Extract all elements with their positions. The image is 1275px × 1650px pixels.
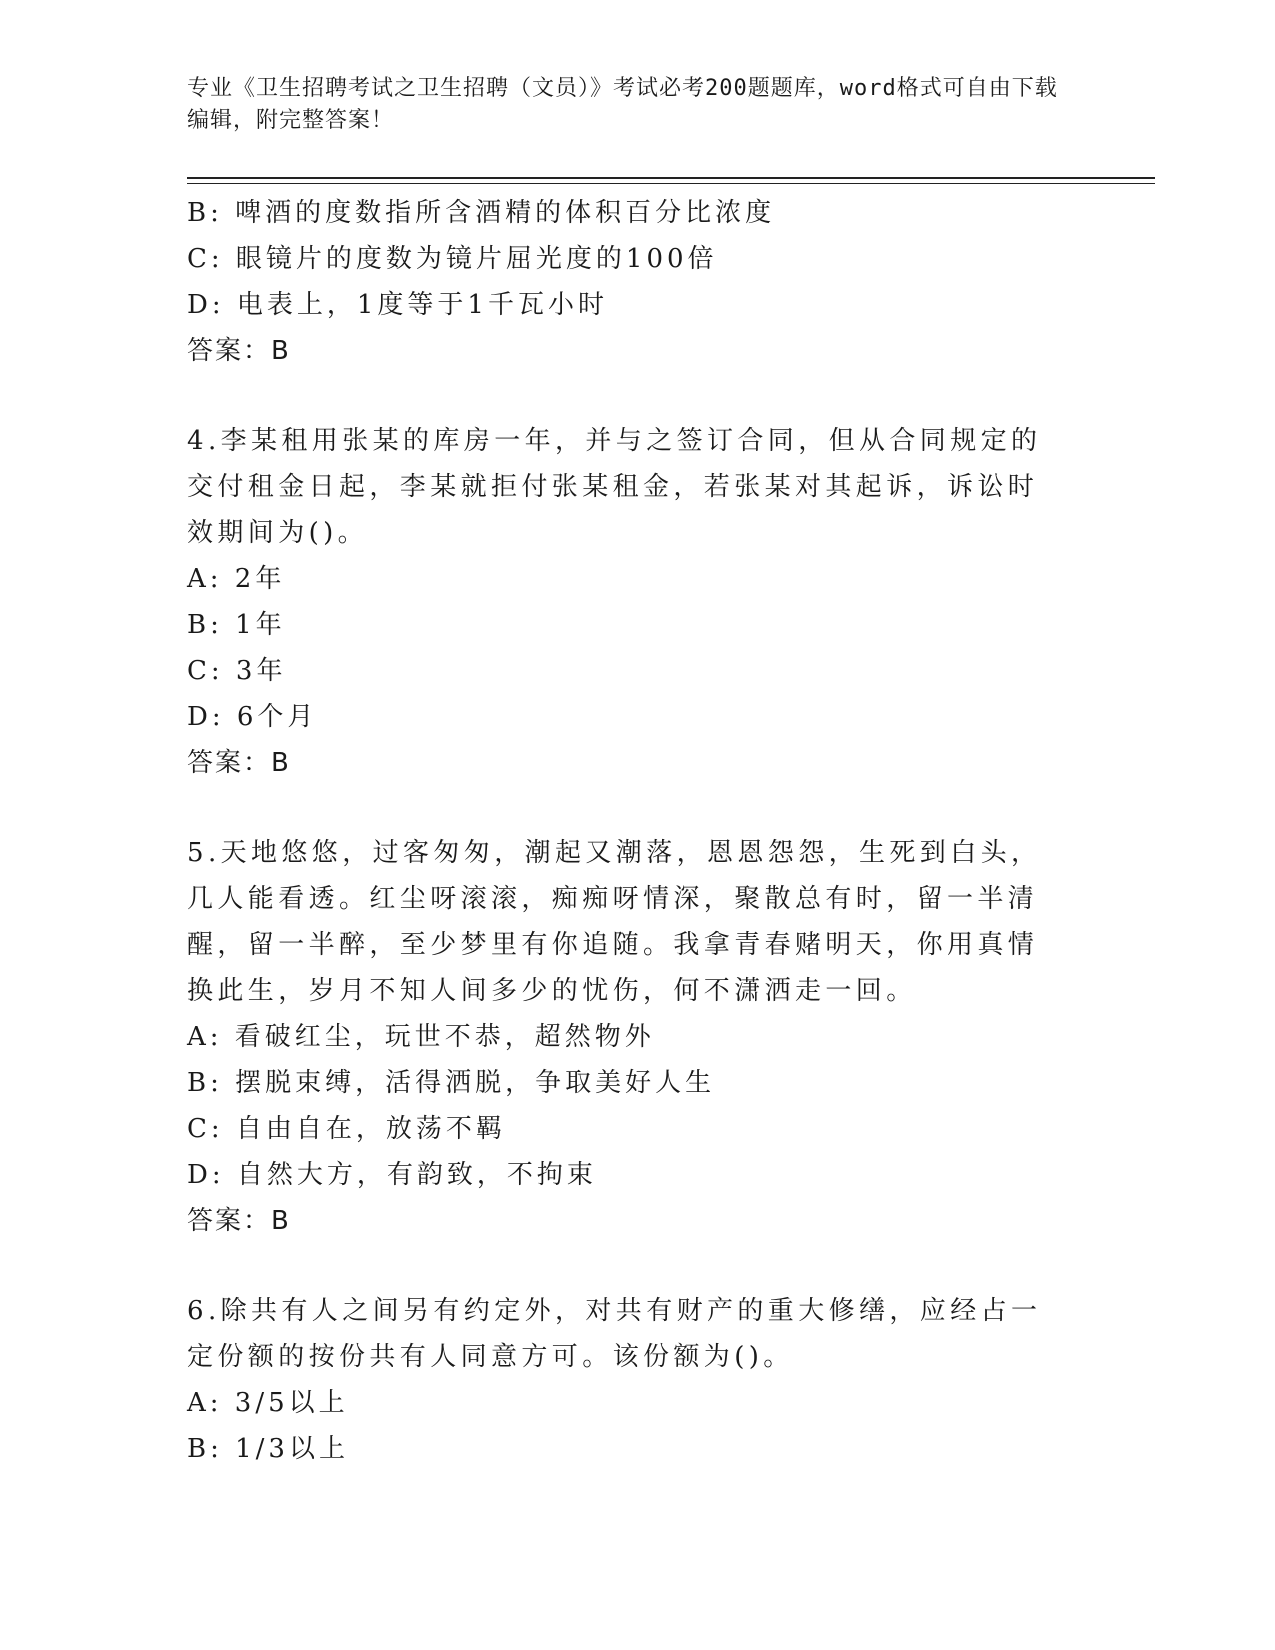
spacer xyxy=(187,1244,1087,1288)
question-4 xyxy=(187,418,1087,786)
document-title: 专业《卫生招聘考试之卫生招聘（文员）》考试必考200题题库，word格式可自由下载编辑，附完整答案！ xyxy=(187,76,1058,133)
answer: 答案：B xyxy=(187,1206,291,1236)
option-d: D: 自然大方，有韵致，不拘束 xyxy=(187,1160,597,1190)
document-header xyxy=(187,73,1067,137)
header-rule-thin xyxy=(187,183,1155,184)
option-c: C: 3年 xyxy=(187,656,287,686)
option-a: A: 3/5以上 xyxy=(187,1388,349,1418)
answer: 答案：B xyxy=(187,336,291,366)
header-rule-thick xyxy=(187,177,1155,179)
answer: 答案：B xyxy=(187,748,291,778)
spacer xyxy=(187,374,1087,418)
option-a: A: 2年 xyxy=(187,564,286,594)
option-a: A: 看破红尘，玩世不恭，超然物外 xyxy=(187,1022,655,1052)
option-c: C: 自由自在，放荡不羁 xyxy=(187,1114,506,1144)
question-text: 4.李某租用张某的库房一年，并与之签订合同，但从合同规定的交付租金日起，李某就拒付张某租金，若张某对其起诉，诉讼时效期间为()。 xyxy=(187,426,1042,548)
question-text: 5.天地悠悠，过客匆匆，潮起又潮落，恩恩怨怨，生死到白头，几人能看透。红尘呀滚滚，痴痴呀情深，聚散总有时，留一半清醒，留一半醉，至少梦里有你追随。我拿青春赌明天，你用真情换此生，岁月不知人间多少的忧伤，何不潇洒走一回。 xyxy=(187,838,1042,1006)
option-b: B: 1年 xyxy=(187,610,286,640)
question-text: 6.除共有人之间另有约定外，对共有财产的重大修缮，应经占一定份额的按份共有人同意方可。该份额为()。 xyxy=(187,1296,1042,1372)
option-b: B: 1/3以上 xyxy=(187,1434,349,1464)
question-6 xyxy=(187,1288,1087,1472)
option-b: B: 啤酒的度数指所含酒精的体积百分比浓度 xyxy=(187,198,776,228)
spacer xyxy=(187,786,1087,830)
option-d: D: 6个月 xyxy=(187,702,318,732)
question-list xyxy=(187,190,1087,1472)
question-3-tail xyxy=(187,190,1087,374)
option-d: D: 电表上，1度等于1千瓦小时 xyxy=(187,290,608,320)
option-b: B: 摆脱束缚，活得洒脱，争取美好人生 xyxy=(187,1068,716,1098)
question-5 xyxy=(187,830,1087,1244)
option-c: C: 眼镜片的度数为镜片屈光度的100倍 xyxy=(187,244,718,274)
